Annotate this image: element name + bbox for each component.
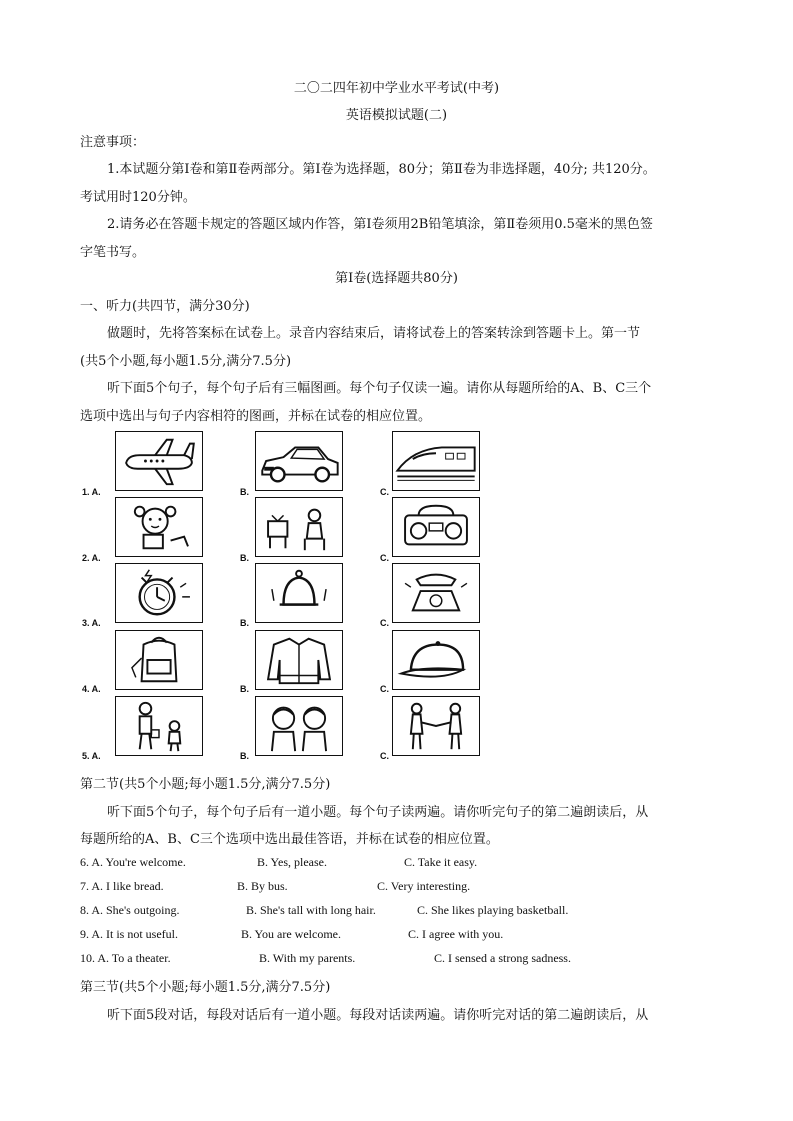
section2-heading: 第二节(共5个小题;每小题1.5分,满分7.5分) — [80, 777, 331, 792]
section1-heading: 一、听力(共四节，满分30分) — [80, 299, 250, 314]
q1-option-b[interactable] — [255, 431, 343, 491]
q1-label-a: 1. A. — [82, 487, 101, 497]
jacket-icon — [256, 631, 342, 689]
train-icon — [393, 432, 479, 490]
q2-option-a[interactable] — [115, 497, 203, 557]
q7-option-c[interactable]: C. Very interesting. — [377, 879, 471, 893]
cap-icon — [393, 631, 479, 689]
q4-label-c: C. — [380, 684, 389, 694]
q3-label-a: 3. A. — [82, 618, 101, 628]
q4-option-c[interactable] — [392, 630, 480, 690]
q6-option-b[interactable]: B. Yes, please. — [257, 855, 328, 869]
handshake-icon — [393, 697, 479, 755]
airplane-icon — [116, 432, 202, 490]
q7-option-a[interactable]: 7. A. I like bread. — [80, 879, 164, 893]
radio-icon — [393, 498, 479, 556]
q3-label-c: C. — [380, 618, 389, 628]
man-and-boy-icon — [116, 697, 202, 755]
q5-label-a: 5. A. — [82, 751, 101, 761]
q5-label-c: C. — [380, 751, 389, 761]
part1-title: 第Ⅰ卷(选择题共80分) — [335, 271, 458, 286]
section2-instruction-line-1: 听下面5个句子，每个句子后有一道小题。每个句子读两遍。请你听完句子的第二遍朗读后，从 — [107, 805, 649, 820]
q4-option-b[interactable] — [255, 630, 343, 690]
q5-label-b: B. — [240, 751, 249, 761]
q4-label-b: B. — [240, 684, 249, 694]
alarm-clock-icon — [116, 564, 202, 622]
q2-option-b[interactable] — [255, 497, 343, 557]
note-1-line-1: 1.本试题分第Ⅰ卷和第Ⅱ卷两部分。第Ⅰ卷为选择题，80分；第Ⅱ卷为非选择题，40分; 共120分。 — [107, 162, 656, 177]
part1-instruction-line-2: (共5个小题,每小题1.5分,满分7.5分) — [80, 354, 292, 369]
car-icon — [256, 432, 342, 490]
q5-option-c[interactable] — [392, 696, 480, 756]
q6-option-a[interactable]: 6. A. You're welcome. — [80, 855, 186, 869]
woman-watching-tv-icon — [256, 498, 342, 556]
section3-heading: 第三节(共5个小题;每小题1.5分,满分7.5分) — [80, 980, 331, 995]
q8-option-c[interactable]: C. She likes playing basketball. — [417, 903, 569, 917]
q2-label-c: C. — [380, 553, 389, 563]
bell-icon — [256, 564, 342, 622]
q6-option-c[interactable]: C. Take it easy. — [404, 855, 478, 869]
q2-option-c[interactable] — [392, 497, 480, 557]
q3-option-b[interactable] — [255, 563, 343, 623]
exam-title: 二〇二四年初中学业水平考试(中考) — [293, 81, 500, 96]
girl-reading-icon — [116, 498, 202, 556]
q8-option-a[interactable]: 8. A. She's outgoing. — [80, 903, 180, 917]
section1-instruction-line-1: 听下面5个句子，每个句子后有三幅图画。每个句子仅读一遍。请你从每题所给的A、B、C三个 — [107, 381, 652, 396]
section3-instruction-line-1: 听下面5段对话，每段对话后有一道小题。每段对话读两遍。请你听完对话的第二遍朗读后，从 — [107, 1008, 649, 1023]
q3-option-a[interactable] — [115, 563, 203, 623]
q9-option-a[interactable]: 9. A. It is not useful. — [80, 927, 178, 941]
section2-instruction-line-2: 每题所给的A、B、C三个选项中选出最佳答语，并标在试卷的相应位置。 — [80, 832, 499, 847]
q2-label-b: B. — [240, 553, 249, 563]
q9-option-c[interactable]: C. I agree with you. — [408, 927, 504, 941]
notes-heading: 注意事项： — [80, 135, 146, 150]
q10-option-b[interactable]: B. With my parents. — [259, 951, 356, 965]
backpack-icon — [116, 631, 202, 689]
q2-label-a: 2. A. — [82, 553, 101, 563]
q3-option-c[interactable] — [392, 563, 480, 623]
q4-option-a[interactable] — [115, 630, 203, 690]
q8-option-b[interactable]: B. She's tall with long hair. — [246, 903, 376, 917]
note-1-line-2: 考试用时120分钟。 — [80, 190, 196, 205]
part1-instruction-line-1: 做题时，先将答案标在试卷上。录音内容结束后，请将试卷上的答案转涂到答题卡上。第一节 — [107, 326, 641, 341]
q1-label-b: B. — [240, 487, 249, 497]
q9-option-b[interactable]: B. You are welcome. — [241, 927, 341, 941]
q5-option-a[interactable] — [115, 696, 203, 756]
q7-option-b[interactable]: B. By bus. — [237, 879, 288, 893]
note-2-line-1: 2.请务必在答题卡规定的答题区域内作答，第Ⅰ卷须用2B铅笔填涂，第Ⅱ卷须用0.5毫米的黑色签 — [107, 217, 653, 232]
telephone-icon — [393, 564, 479, 622]
q1-label-c: C. — [380, 487, 389, 497]
q5-option-b[interactable] — [255, 696, 343, 756]
q10-option-c[interactable]: C. I sensed a strong sadness. — [434, 951, 571, 965]
two-kids-icon — [256, 697, 342, 755]
q3-label-b: B. — [240, 618, 249, 628]
q10-option-a[interactable]: 10. A. To a theater. — [80, 951, 171, 965]
exam-subtitle: 英语模拟试题(二) — [345, 108, 448, 123]
section1-instruction-line-2: 选项中选出与句子内容相符的图画，并标在试卷的相应位置。 — [80, 409, 432, 424]
note-2-line-2: 字笔书写。 — [80, 245, 146, 260]
q1-option-c[interactable] — [392, 431, 480, 491]
q1-option-a[interactable] — [115, 431, 203, 491]
q4-label-a: 4. A. — [82, 684, 101, 694]
